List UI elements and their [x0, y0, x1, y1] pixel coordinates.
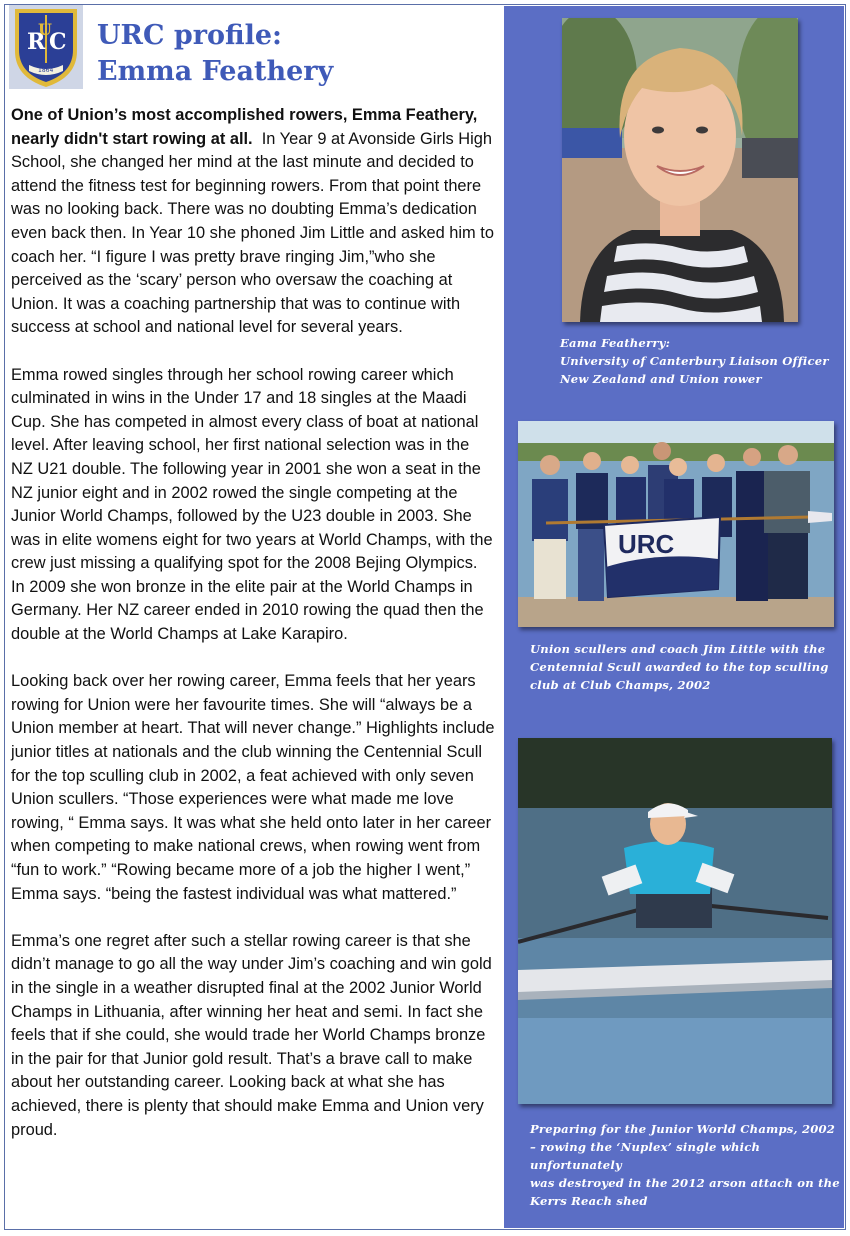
title-line-2: Emma Feathery	[97, 56, 334, 87]
portrait-caption	[560, 334, 829, 388]
sculler-caption	[530, 1120, 850, 1210]
lead-sentence: One of Union’s most accomplished rowers, Emma Feathery, nearly didn't start rowing at all.	[11, 106, 478, 148]
portrait-caption-line-3: New Zealand and Union rower	[560, 372, 762, 386]
article-body	[11, 104, 495, 1166]
sculler-caption-line-4: Kerrs Reach shed	[530, 1194, 648, 1208]
portrait-caption-line-1: Eama Featherry:	[560, 336, 671, 350]
team-caption-line-2: Centennial Scull awarded to the top sculling	[530, 660, 829, 674]
sculler-caption-line-3: was destroyed in the 2012 arson attach on the	[530, 1176, 840, 1190]
team-caption-line-3: club at Club Champs, 2002	[530, 678, 711, 692]
sculler-caption-line-1: Preparing for the Junior World Champs, 2002	[530, 1122, 836, 1136]
club-crest-logo	[9, 5, 83, 89]
paragraph-4: Emma’s one regret after such a stellar rowing career is that she didn’t manage to go all the way under Jim’s coaching and win gold in the single in a weather disrupted final at the 2002 Junior World Champs in Lithuania, after winning her heat and semi. In fact she feels that if she could, she would trade her World Champs bronze in the pair for that Junior gold result. That’s a brave call to make about her outstanding career. Looking back at what she has achieved, there is plenty that should make Emma and Union very proud.	[11, 931, 492, 1139]
team-photo	[518, 421, 834, 627]
sculler-photo	[518, 738, 832, 1104]
page-title	[97, 18, 333, 90]
sculler-caption-line-2: – rowing the ‘Nuplex’ single which unfortunately	[530, 1140, 761, 1172]
paragraph-1	[11, 104, 495, 340]
paragraph-3: Looking back over her rowing career, Emma feels that her years rowing for Union were her favourite times. She will “always be a Union member at heart. That will never change.” Highlights include junior titles at nationals and the club winning the Centennial Scull for the top sculling club in 2002, a feat achieved with only seven Union scullers. “Those experiences were what made me love rowing, “ Emma says. It was what she held onto later in her career when competing to make national crews, when rowing went from “fun to work.” “Rowing became more of a job the higher I went,” Emma says. “being the fastest individual was what mattered.”	[11, 672, 495, 903]
svg-text:C: C	[49, 29, 67, 55]
paragraph-2: Emma rowed singles through her school rowing career which culminated in wins in the Under 17 and 18 singles at the Maadi Cup. She has competed in almost every class of boat at national level. After leaving school, her first national selection was in the NZ U21 double. The following year in 2001 she won a seat in the NZ junior eight and in 2002 rowed the single competing at the Junior World Champs, followed by the U23 double in 2003. She was in elite womens eight for two years at World Champs, with the crew just missing a qualifying spot for the 2008 Bejing Olympics. In 2009 she won bronze in the elite pair at the World Champs in Germany. Her NZ career ended in 2010 rowing the quad then the double at the World Champs at Lake Karapiro.	[11, 365, 493, 644]
portrait-caption-line-2: University of Canterbury Liaison Officer	[560, 354, 829, 368]
svg-text:URC: URC	[618, 529, 675, 559]
team-caption-line-1: Union scullers and coach Jim Little with the	[530, 642, 826, 656]
svg-text:R: R	[27, 29, 46, 55]
team-caption	[530, 640, 829, 694]
svg-text:U: U	[38, 20, 52, 39]
title-line-1: URC profile:	[97, 20, 283, 51]
portrait-photo	[562, 18, 798, 322]
svg-text:1864: 1864	[38, 67, 54, 74]
paragraph-1-text: In Year 9 at Avonside Girls High School, she changed her mind at the last minute and decided to attend the fitness test for beginning rowers. From that point there was no looking back. There was no doubting Emma’s dedication even back then. In Year 10 she phoned Jim Little and asked him to coach her. “I figure I was pretty brave ringing Jim,”who she perceived as the ‘scary’ person who oversaw the coaching at Union. It was a coaching partnership that was to continue with success at school and national level for several years.	[11, 129, 494, 337]
